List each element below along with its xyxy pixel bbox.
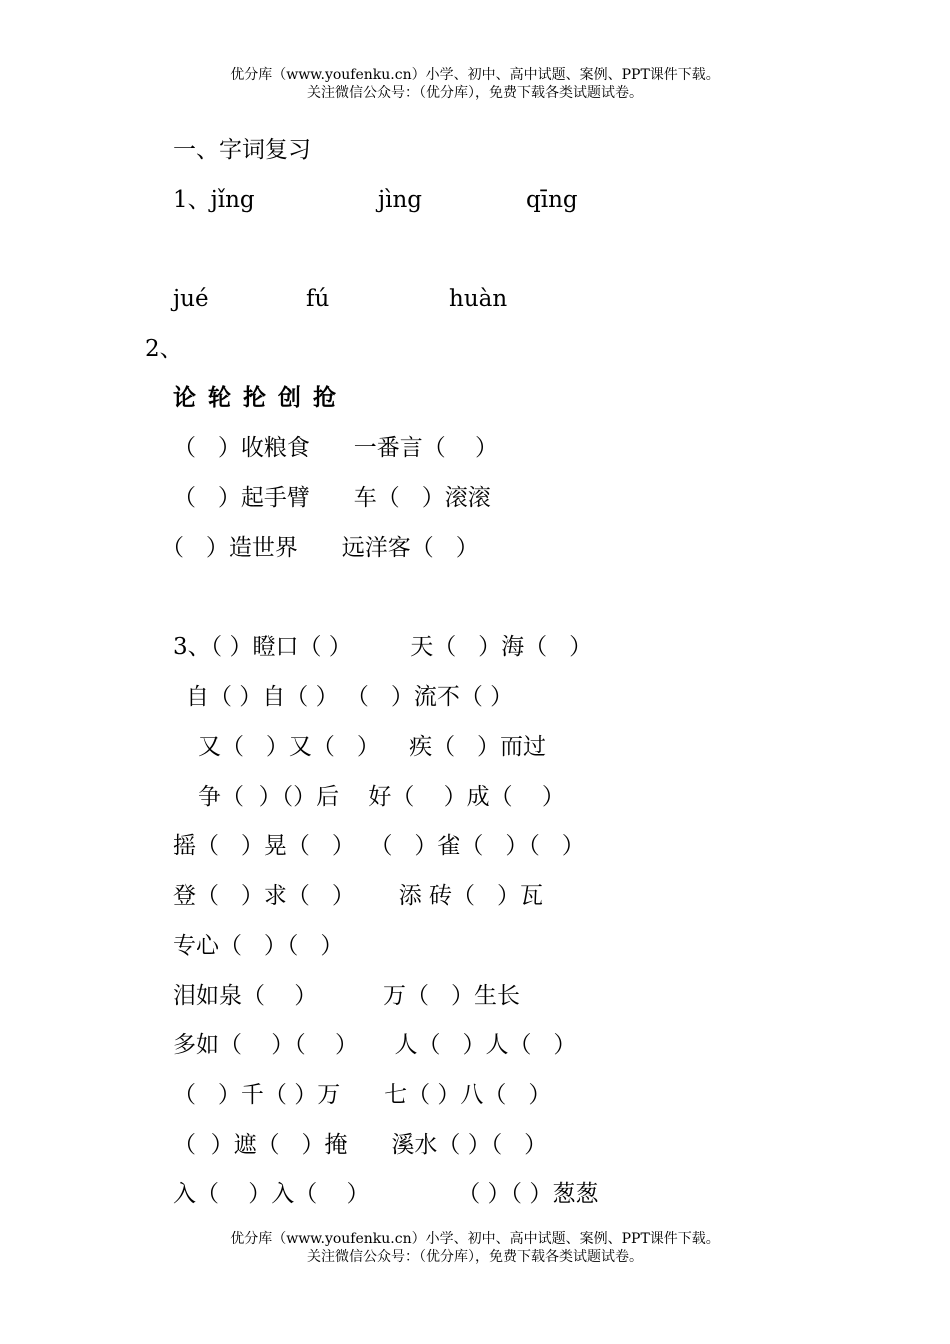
q2-chars: 论 轮 抡 创 抢 — [173, 384, 339, 411]
pinyin-5: fú — [306, 286, 330, 312]
pinyin-4: jué — [173, 286, 209, 312]
footer-line-2: 关注微信公众号：（优分库），免费下载各类试题试卷。 — [307, 1249, 643, 1265]
q2-line-2: （ ）起手臂 车（ ）滚滚 — [173, 485, 491, 511]
q3-line-11: （ ）遮（ ）掩 溪水（ ）（ ） — [173, 1132, 548, 1158]
footer-line-1: 优分库（www.youfenku.cn）小学、初中、高中试题、案例、PPT课件下载。 — [230, 1231, 720, 1247]
q3-line-7: 专心（ ）（ ） — [173, 933, 344, 959]
page-footer — [0, 1230, 950, 1266]
page-header — [0, 66, 950, 102]
q3-line-6: 登（ ）求（ ） 添 砖（ ）瓦 — [173, 883, 543, 909]
q2-line-3: （ ）造世界 远洋客（ ） — [161, 535, 479, 561]
pinyin-2: jìng — [378, 187, 423, 213]
pinyin-6: huàn — [449, 286, 508, 312]
q3-line-1: 3、（ ）瞪口（ ） 天（ ）海（ ） — [173, 634, 593, 660]
q3-line-3: 又（ ）又（ ） 疾（ ）而过 — [198, 734, 547, 760]
q3-line-2: 自（ ）自（ ） （ ）流不（ ） — [186, 684, 514, 710]
q3-line-9: 多如（ ）（ ） 人（ ）人（ ） — [173, 1032, 577, 1058]
pinyin-1: 1、jǐng — [173, 187, 255, 213]
pinyin-3: qīng — [526, 187, 578, 213]
q2-label: 2、 — [145, 336, 183, 362]
q2-line-1: （ ）收粮食 一番言（ ） — [173, 435, 499, 461]
q3-line-5: 摇（ ）晃（ ） （ ）雀（ ）（ ） — [173, 833, 585, 859]
q3-line-4: 争（ ）（）后 好（ ）成（ ） — [198, 784, 565, 810]
q3-line-12: 入（ ）入（ ） （ ）（ ）葱葱 — [173, 1181, 599, 1207]
header-line-1: 优分库（www.youfenku.cn）小学、初中、高中试题、案例、PPT课件下载。 — [230, 67, 720, 83]
header-line-2: 关注微信公众号：（优分库），免费下载各类试题试卷。 — [307, 85, 643, 101]
q3-line-8: 泪如泉（ ） 万（ ）生长 — [173, 983, 520, 1009]
q3-line-10: （ ）千（ ）万 七（ ）八（ ） — [173, 1082, 552, 1108]
section-title: 一、字词复习 — [173, 137, 311, 163]
